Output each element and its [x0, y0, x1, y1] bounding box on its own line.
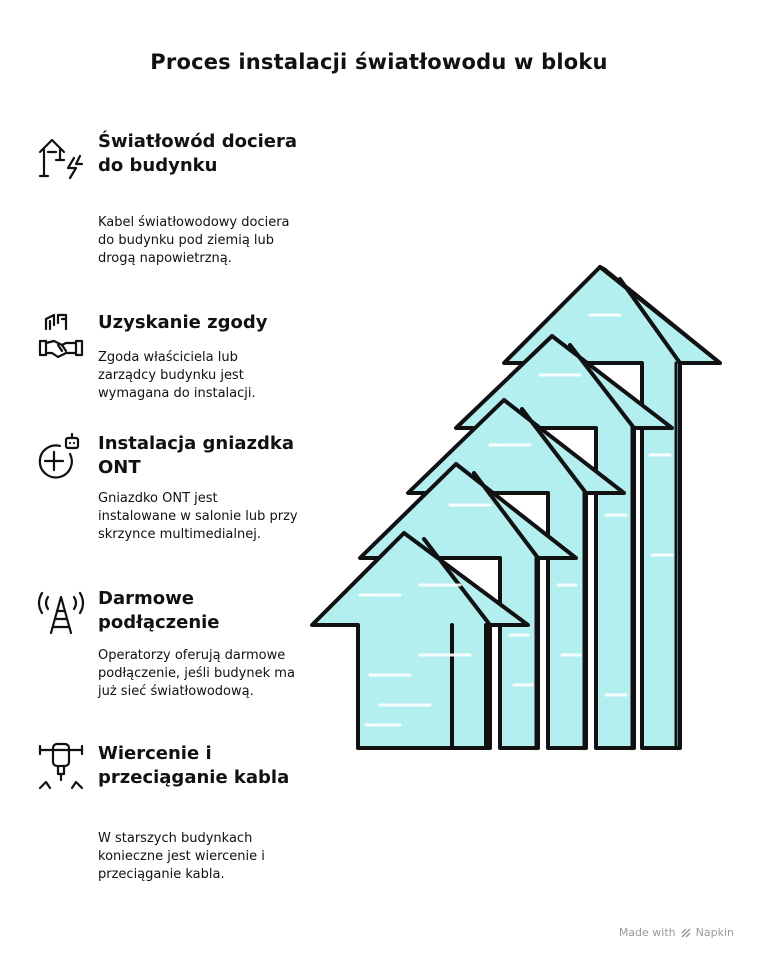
step-5-description: W starszych budynkach konieczne jest wiercenie i przeciąganie kabla. — [98, 831, 265, 882]
diagram-title: Proces instalacji światłowodu w bloku — [150, 50, 608, 74]
arrow-1 — [312, 533, 528, 748]
drill-icon — [36, 742, 86, 792]
step-2-heading: Uzyskanie zgody — [98, 312, 268, 333]
handshake-icon — [36, 311, 86, 361]
step-3-description: Gniazdko ONT jest instalowane w salonie lub przy skrzynce multimedialnej. — [98, 491, 298, 542]
antenna-tower-icon — [36, 587, 86, 637]
step-5-heading: Wiercenie i przeciąganie kabla — [98, 743, 290, 788]
napkin-logo-icon — [680, 927, 692, 939]
footer-attribution — [619, 926, 734, 939]
building-lightning-icon — [36, 130, 86, 180]
socket-plus-icon — [36, 432, 86, 482]
rising-arrows-graphic — [300, 255, 740, 760]
step-4-description: Operatorzy oferują darmowe podłączenie, jeśli budynek ma już sieć światłowodową. — [98, 648, 295, 699]
step-3-heading: Instalacja gniazdka ONT — [98, 433, 295, 478]
step-2-description: Zgoda właściciela lub zarządcy budynku jest wymagana do instalacji. — [98, 350, 256, 401]
napkin-brand-label: Napkin — [695, 926, 734, 939]
step-1-description: Kabel światłowodowy dociera do budynku pod ziemią lub drogą napowietrzną. — [98, 215, 290, 266]
made-with-label: Made with — [618, 926, 676, 939]
step-4-heading: Darmowe podłączenie — [98, 588, 220, 633]
step-1-heading: Światłowód dociera do budynku — [98, 131, 298, 176]
